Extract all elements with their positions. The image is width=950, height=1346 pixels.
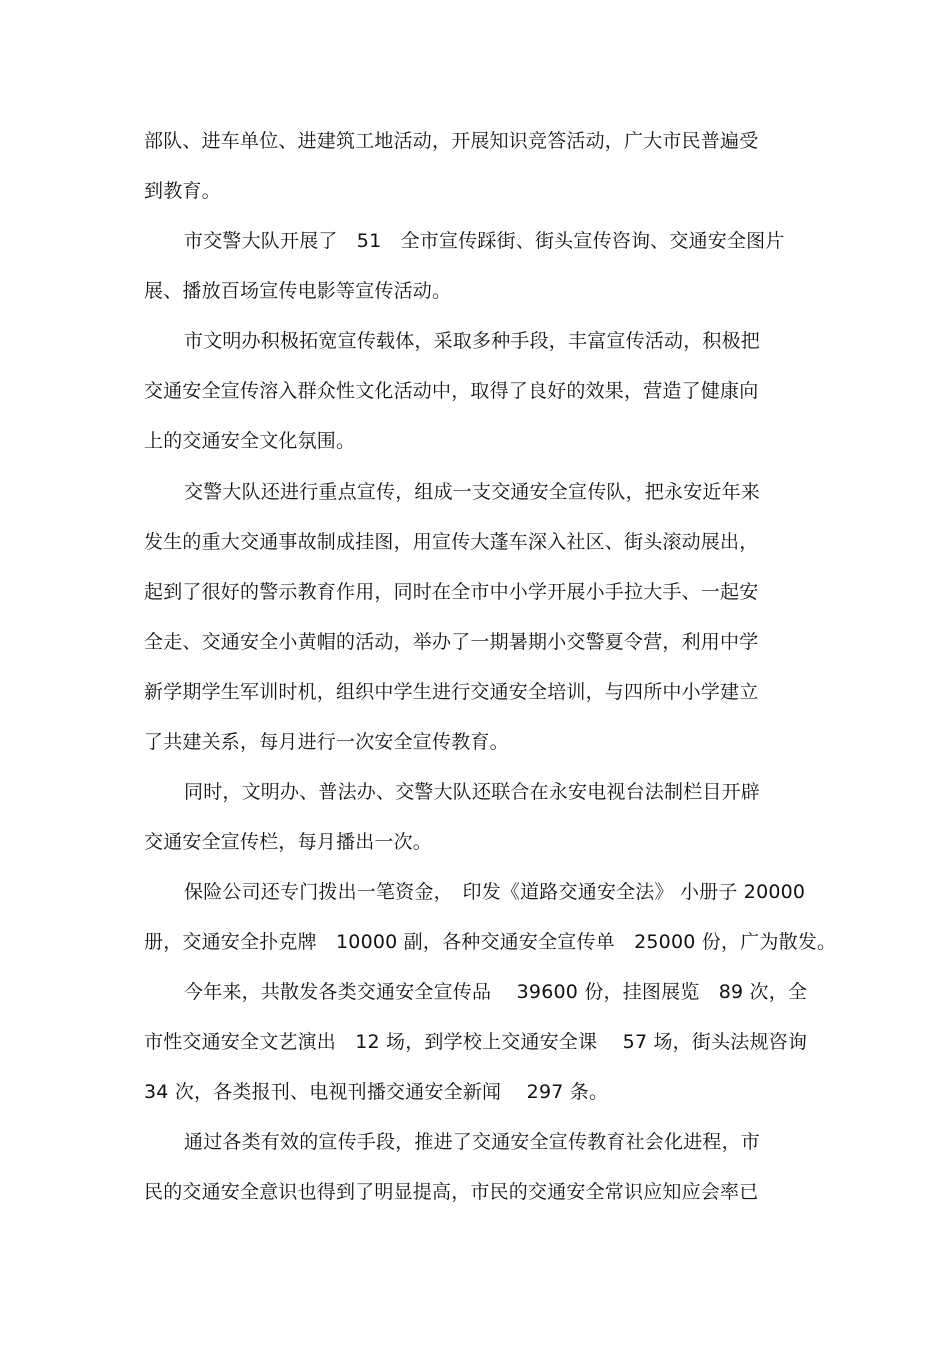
text-line: 到教育。	[144, 180, 221, 202]
paragraph-start-line: 市交警大队开展了 51 全市宣传踩街、街头宣传咨询、交通安全图片	[184, 230, 785, 252]
text-line: 交通安全宣传溶入群众性文化活动中，取得了良好的效果，营造了健康向	[144, 380, 759, 402]
text-line: 34 次，各类报刊、电视刊播交通安全新闻 297 条。	[144, 1081, 609, 1103]
paragraph-start-line: 保险公司还专门拨出一笔资金， 印发《道路交通安全法》 小册子 20000	[184, 881, 806, 903]
text-line: 册，交通安全扑克牌 10000 副，各种交通安全宣传单 25000 份，广为散发。	[144, 931, 837, 953]
text-line: 发生的重大交通事故制成挂图，用宣传大蓬车深入社区、街头滚动展出，	[144, 531, 759, 553]
text-line: 市性交通安全文艺演出 12 场，到学校上交通安全课 57 场，街头法规咨询	[144, 1031, 808, 1053]
paragraph-start-line: 交警大队还进行重点宣传，组成一支交通安全宣传队，把永安近年来	[184, 481, 761, 503]
text-line: 全走、交通安全小黄帽的活动，举办了一期暑期小交警夏令营，利用中学	[144, 631, 759, 653]
text-line: 民的交通安全意识也得到了明显提高，市民的交通安全常识应知应会率已	[144, 1181, 759, 1203]
paragraph-start-line: 同时，文明办、普法办、交警大队还联合在永安电视台法制栏目开辟	[184, 781, 761, 803]
text-line: 新学期学生军训时机，组织中学生进行交通安全培训，与四所中小学建立	[144, 681, 759, 703]
paragraph-start-line: 市文明办积极拓宽宣传载体，采取多种手段，丰富宣传活动，积极把	[184, 330, 761, 352]
text-line: 展、播放百场宣传电影等宣传活动。	[144, 280, 452, 302]
paragraph-start-line: 通过各类有效的宣传手段，推进了交通安全宣传教育社会化进程，市	[184, 1131, 761, 1153]
text-line: 了共建关系，每月进行一次安全宣传教育。	[144, 731, 509, 753]
text-line: 部队、进车单位、进建筑工地活动，开展知识竞答活动，广大市民普遍受	[144, 130, 759, 152]
text-line: 起到了很好的警示教育作用，同时在全市中小学开展小手拉大手、一起安	[144, 581, 759, 603]
paragraph-start-line: 今年来，共散发各类交通安全宣传品 39600 份，挂图展览 89 次，全	[184, 981, 808, 1003]
text-line: 上的交通安全文化氛围。	[144, 430, 356, 452]
text-line: 交通安全宣传栏，每月播出一次。	[144, 831, 433, 853]
